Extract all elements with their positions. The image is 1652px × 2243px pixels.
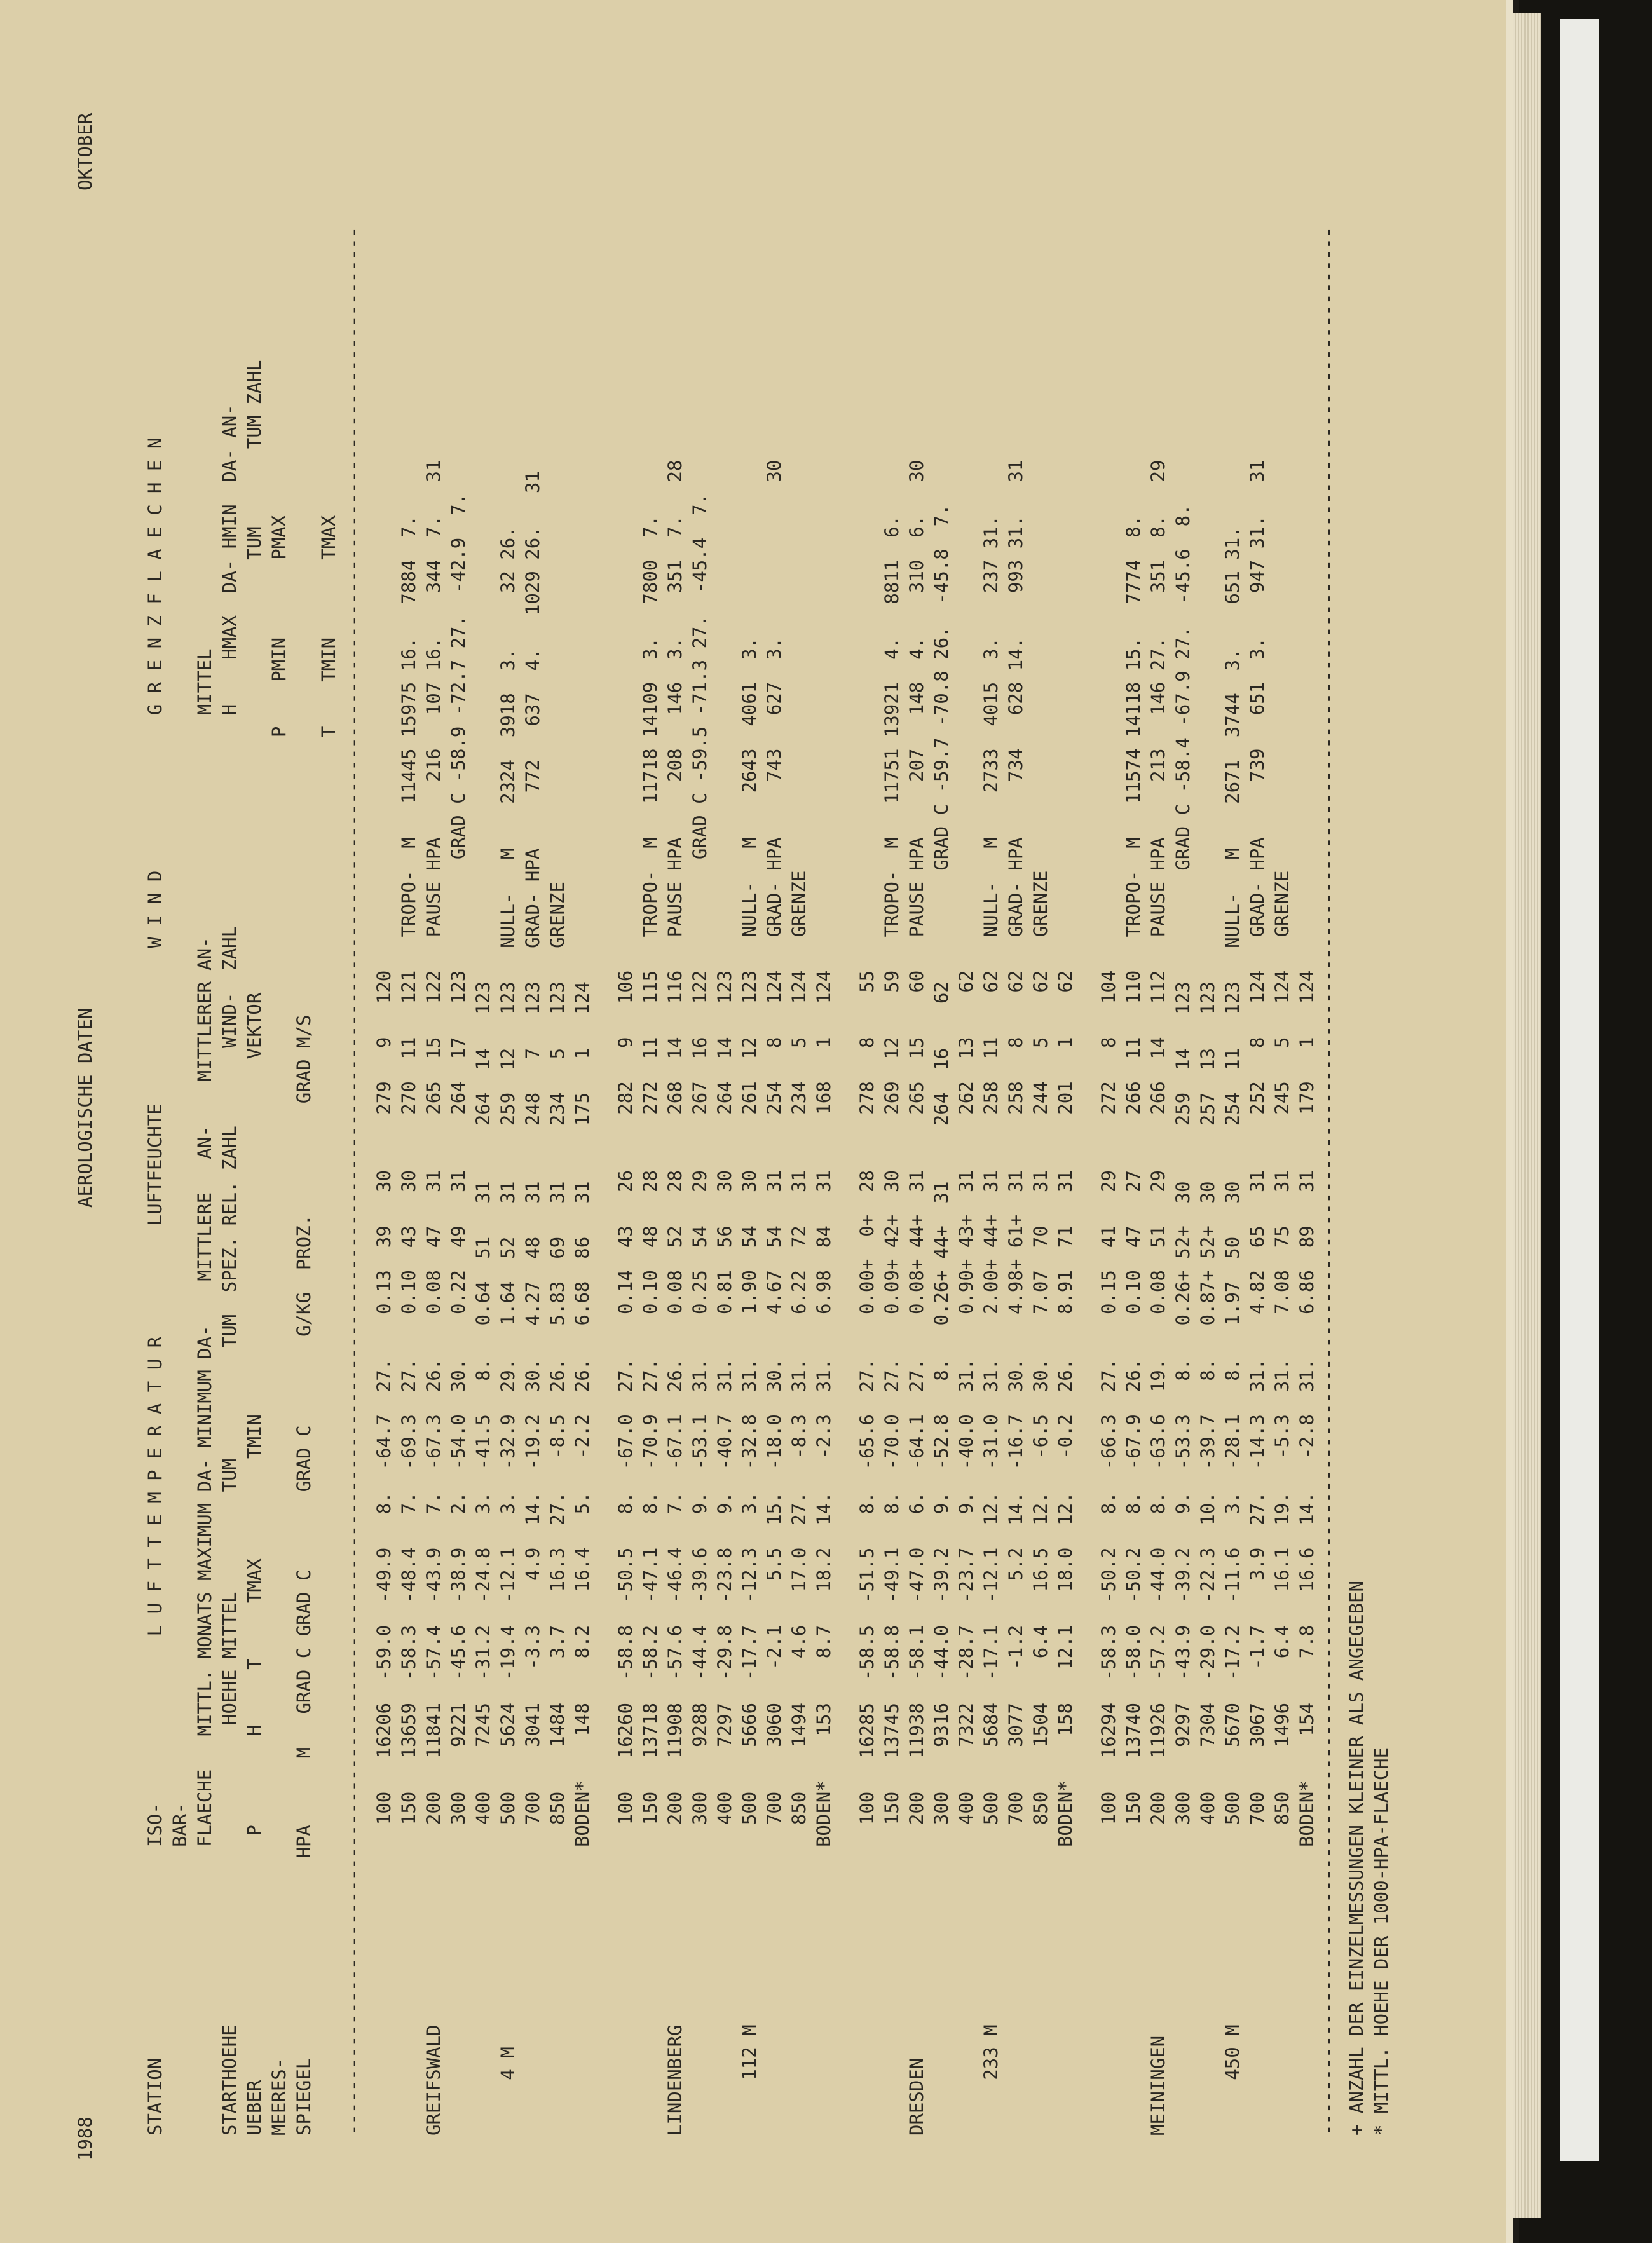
table-row: 400 7245 -31.2 -24.8 3. -41.5 8. 0.64 51 31 264 14 123 [472,981,494,2136]
table-row: 400 7304 -29.0 -22.3 10. -39.7 8. 0.87+ 52+ 30 257 13 123 [1197,981,1219,2136]
footnote: + ANZAHL DER EINZELMESSUNGEN KLEINER ALS ANGEGEBEN [1346,1581,1367,2136]
table-row: 300 9316 -44.0 -39.2 9. -52.8 8. 0.26+ 44+ 31 264 16 62 GRAD C -59.7 -70.8 26. -45.8 7. [931,504,952,2136]
table-row: 400 7297 -29.8 -23.8 9. -40.7 31. 0.81 56 30 264 14 123 [714,970,735,2136]
table-row: 100 16285 -58.5 -51.5 8. -65.6 27. 0.00+ 0+ 28 278 8 55 [856,970,878,2136]
header-line: MEERES- P PMIN PMAX [268,515,290,2136]
table-row: 150 13718 -58.2 -47.1 8. -70.9 27. 0.10 48 28 272 11 115 TROPO- M 11718 14109 3. 7800 7. [639,515,661,2136]
table-row: 700 3067 -1.7 3.9 27. -14.3 31. 4.82 65 31 252 8 124 GRAD- HPA 739 651 3. 947 31. 31 [1246,460,1268,2136]
table-row: 100 16294 -58.3 -50.2 8. -66.3 27. 0.15 41 29 272 8 104 [1098,970,1119,2136]
table-row: 850 1496 6.4 16.1 19. -5.3 31. 7.08 75 31 245 5 124 GRENZE [1271,870,1293,2136]
table-row: 4 M 500 5624 -19.4 -12.1 3. -32.9 29. 1.64 52 31 259 12 123 NULL- M 2324 3918 3. 32 26. [497,526,519,2136]
page-margin-strip [1560,19,1599,2161]
table-row: 300 9221 -45.6 -38.9 2. -54.0 30. 0.22 49 31 264 17 123 GRAD C -58.9 -72.7 27. -42.9 7. [447,493,469,2136]
rotated-table-content [76,64,1348,2161]
table-row: 700 3041 -3.3 4.9 14. -19.2 30. 4.27 48 31 248 7 123 GRAD- HPA 772 637 4. 1029 26. 31 [522,471,543,2136]
table-row: GREIFSWALD 200 11841 -57.4 -43.9 7. -67.3 26. 0.08 47 31 265 15 122 PAUSE HPA 216 107 16. 344 7. 31 [423,460,444,2136]
table-row: DRESDEN 200 11938 -58.1 -47.0 6. -64.1 27. 0.08+ 44+ 31 265 15 60 PAUSE HPA 207 148 4. 310 6. 30 [906,460,927,2136]
table-row: 100 16206 -59.0 -49.9 8. -64.7 27. 0.13 39 30 279 9 120 [373,970,395,2136]
header-line: UEBER P H T TMAX TMIN VEKTOR TUM TUM ZAHL [243,360,265,2136]
separator-line: ---------------------------------------------------------------------------------------------------------------------------------------------------------------------------- [343,226,364,2136]
header-line: FLAECHE MITTL. MONATS MAXIMUM DA- MINIMUM DA- MITTLERE AN- MITTLERER AN- MITTEL [194,648,215,2136]
table-row: 300 9297 -43.9 -39.2 9. -53.3 8. 0.26+ 52+ 30 259 14 123 GRAD C -58.4 -67.9 27. -45.6 8. [1172,504,1194,2136]
table-row: BODEN* 148 8.2 16.4 5. -2.2 26. 6.68 86 31 175 1 124 [571,981,593,2136]
table-row: 112 M 500 5666 -17.7 -12.3 3. -32.8 31. 1.90 54 30 261 12 123 NULL- M 2643 4061 3. [739,637,760,2136]
header-line: SPIEGEL HPA M GRAD C GRAD C GRAD C G/KG PROZ. GRAD M/S [293,1014,315,2136]
header-line: T TMIN TMAX [318,515,339,2136]
header-line: STATION ISO- L U F T T E M P E R A T U R LUFTFEUCHTE W I N D G R E N Z F L A E C H E N [144,437,166,2136]
month-label: OKTOBER [74,112,96,191]
table-row: 850 1484 3.7 16.3 27. -8.5 26. 5.83 69 31 234 5 123 GRENZE [547,882,568,2136]
table-row: 450 M 500 5670 -17.2 -11.6 3. -28.1 8. 1.97 50 30 254 11 123 NULL- M 2671 3744 3. 651 31. [1222,526,1243,2136]
table-row: 150 13659 -58.3 -48.4 7. -69.3 27. 0.10 43 30 270 11 121 TROPO- M 11445 15975 16. 7884 7. [398,515,420,2136]
table-row: 850 1504 6.4 16.5 12. -6.5 30. 7.07 70 31 244 5 62 GRENZE [1030,870,1051,2136]
table-row: BODEN* 154 7.8 16.6 14. -2.8 31. 6.86 89 31 179 1 124 [1296,970,1318,2136]
table-row: 100 16260 -58.8 -50.5 8. -67.0 27. 0.14 43 26 282 9 106 [615,970,636,2136]
table-row: 233 M 500 5684 -17.1 -12.1 12. -31.0 31. 2.00+ 44+ 31 258 11 62 NULL- M 2733 4015 3. 237 31. [980,515,1002,2136]
footnote: * MITTL. HOEHE DER 1000-HPA-FLAECHE [1370,1747,1392,2136]
table-row: 700 3077 -1.2 5.2 14. -16.7 30. 4.98+ 61+ 31 258 8 62 GRAD- HPA 734 628 14. 993 31. 31 [1005,460,1027,2136]
table-row: 400 7322 -28.7 -23.7 9. -40.0 31. 0.90+ 43+ 31 262 13 62 [955,970,977,2136]
table-row: 850 1494 4.6 17.0 27. -8.3 31. 6.22 72 31 234 5 124 GRENZE [788,870,810,2136]
header-line: STARTHOEHE HOEHE MITTEL TUM TUM SPEZ. REL. ZAHL WIND- ZAHL H HMAX DA- HMIN DA- AN- [219,404,240,2136]
table-row: BODEN* 158 12.1 18.0 12. -0.2 26. 8.91 71 31 201 1 62 [1055,970,1076,2136]
table-row: 700 3060 -2.1 5.5 15. -18.0 30. 4.67 54 31 254 8 124 GRAD- HPA 743 627 3. 30 [763,460,785,2136]
table-row: BODEN* 153 8.7 18.2 14. -2.3 31. 6.98 84 31 168 1 124 [813,970,835,2136]
table-row: 300 9288 -44.4 -39.6 9. -53.1 31. 0.25 54 29 267 16 122 GRAD C -59.5 -71.3 27. -45.4 7. [689,493,711,2136]
separator-line: ---------------------------------------------------------------------------------------------------------------------------------------------------------------------------- [1317,226,1339,2136]
year-label: 1988 [74,2117,96,2161]
table-row: LINDENBERG 200 11908 -57.6 -46.4 7. -67.1 26. 0.08 52 28 268 14 116 PAUSE HPA 208 146 3. 351 7. 28 [664,460,686,2136]
header-line: BAR- [169,1803,191,2136]
table-row: 150 13740 -58.0 -50.2 8. -67.9 26. 0.10 47 27 266 11 110 TROPO- M 11574 14118 15. 7774 8. [1123,515,1144,2136]
page-title: AEROLOGISCHE DATEN [74,1007,96,1208]
table-row: MEININGEN 200 11926 -57.2 -44.0 8. -63.6 19. 0.08 51 29 266 14 112 PAUSE HPA 213 146 27. 351 8. 29 [1147,460,1169,2136]
table-row: 150 13745 -58.8 -49.1 8. -70.0 27. 0.09+ 42+ 30 269 12 59 TROPO- M 11751 13921 4. 8811 6. [881,515,903,2136]
